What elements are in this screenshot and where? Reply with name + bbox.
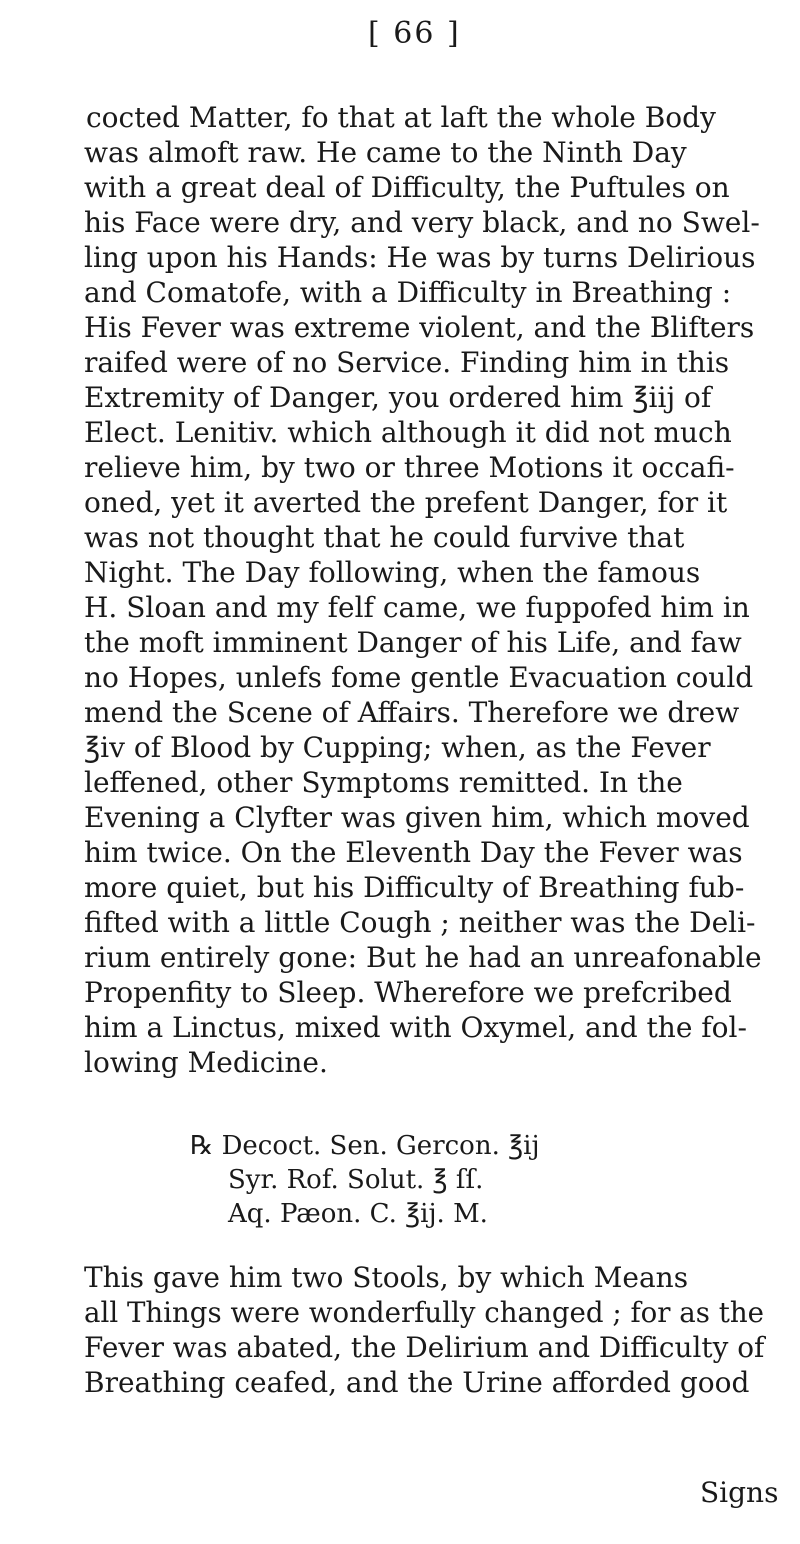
- prescription-line: ℞ Decoct. Sen. Gercon. ℥ij: [190, 1131, 540, 1161]
- catchword: Signs: [700, 1476, 779, 1509]
- text-line: more quiet, but his Difficulty of Breathing fub-: [84, 871, 745, 904]
- text-line: leffened, other Symptoms remitted. In the: [84, 766, 683, 799]
- page-number: [ 66 ]: [368, 16, 461, 51]
- text-line: relieve him, by two or three Motions it occafi-: [84, 451, 735, 484]
- text-line: Breathing ceafed, and the Urine afforded good: [84, 1366, 750, 1399]
- text-line: His Fever was extreme violent, and the Blifters: [84, 311, 755, 344]
- text-line: his Face were dry, and very black, and no Swel-: [84, 206, 760, 239]
- text-line: ling upon his Hands: He was by turns Delirious: [84, 241, 756, 274]
- text-line: and Comatofe, with a Difficulty in Breathing :: [84, 276, 732, 309]
- text-line: raifed were of no Service. Finding him in this: [84, 346, 730, 379]
- text-line: fifted with a little Cough ; neither was the Deli-: [84, 906, 756, 939]
- text-line: oned, yet it averted the prefent Danger, for it: [84, 486, 728, 519]
- text-line: Extremity of Danger, you ordered him ℥iij of: [84, 381, 712, 414]
- text-line: the moft imminent Danger of his Life, and faw: [84, 626, 742, 659]
- text-line: was almoft raw. He came to the Ninth Day: [84, 136, 687, 169]
- prescription-line: Syr. Rof. Solut. ℥ ſſ.: [228, 1165, 484, 1195]
- text-line: him twice. On the Eleventh Day the Fever was: [84, 836, 743, 869]
- text-line: rium entirely gone: But he had an unreafonable: [84, 941, 762, 974]
- text-line: Evening a Clyfter was given him, which moved: [84, 801, 750, 834]
- text-line: ℥iv of Blood by Cupping; when, as the Fever: [84, 731, 711, 764]
- text-line: This gave him two Stools, by which Means: [84, 1261, 689, 1294]
- text-line: him a Linctus, mixed with Oxymel, and the fol-: [84, 1011, 747, 1044]
- text-line: no Hopes, unlefs fome gentle Evacuation could: [84, 661, 754, 694]
- prescription-line: Aq. Pæon. C. ℥ij. M.: [228, 1199, 488, 1229]
- text-line: with a great deal of Difficulty, the Puftules on: [84, 171, 730, 204]
- text-line: Propenfity to Sleep. Wherefore we prefcribed: [84, 976, 732, 1009]
- text-line: Fever was abated, the Delirium and Difficulty of: [84, 1331, 765, 1364]
- text-line: was not thought that he could furvive that: [84, 521, 685, 554]
- text-line: all Things were wonderfully changed ; for as the: [84, 1296, 765, 1329]
- text-line: cocted Matter, fo that at laft the whole Body: [86, 101, 716, 134]
- text-line: mend the Scene of Affairs. Therefore we drew: [84, 696, 740, 729]
- text-line: lowing Medicine.: [84, 1046, 328, 1079]
- text-line: Night. The Day following, when the famous: [84, 556, 701, 589]
- text-line: H. Sloan and my felf came, we fuppofed him in: [84, 591, 750, 624]
- text-line: Elect. Lenitiv. which although it did not much: [84, 416, 732, 449]
